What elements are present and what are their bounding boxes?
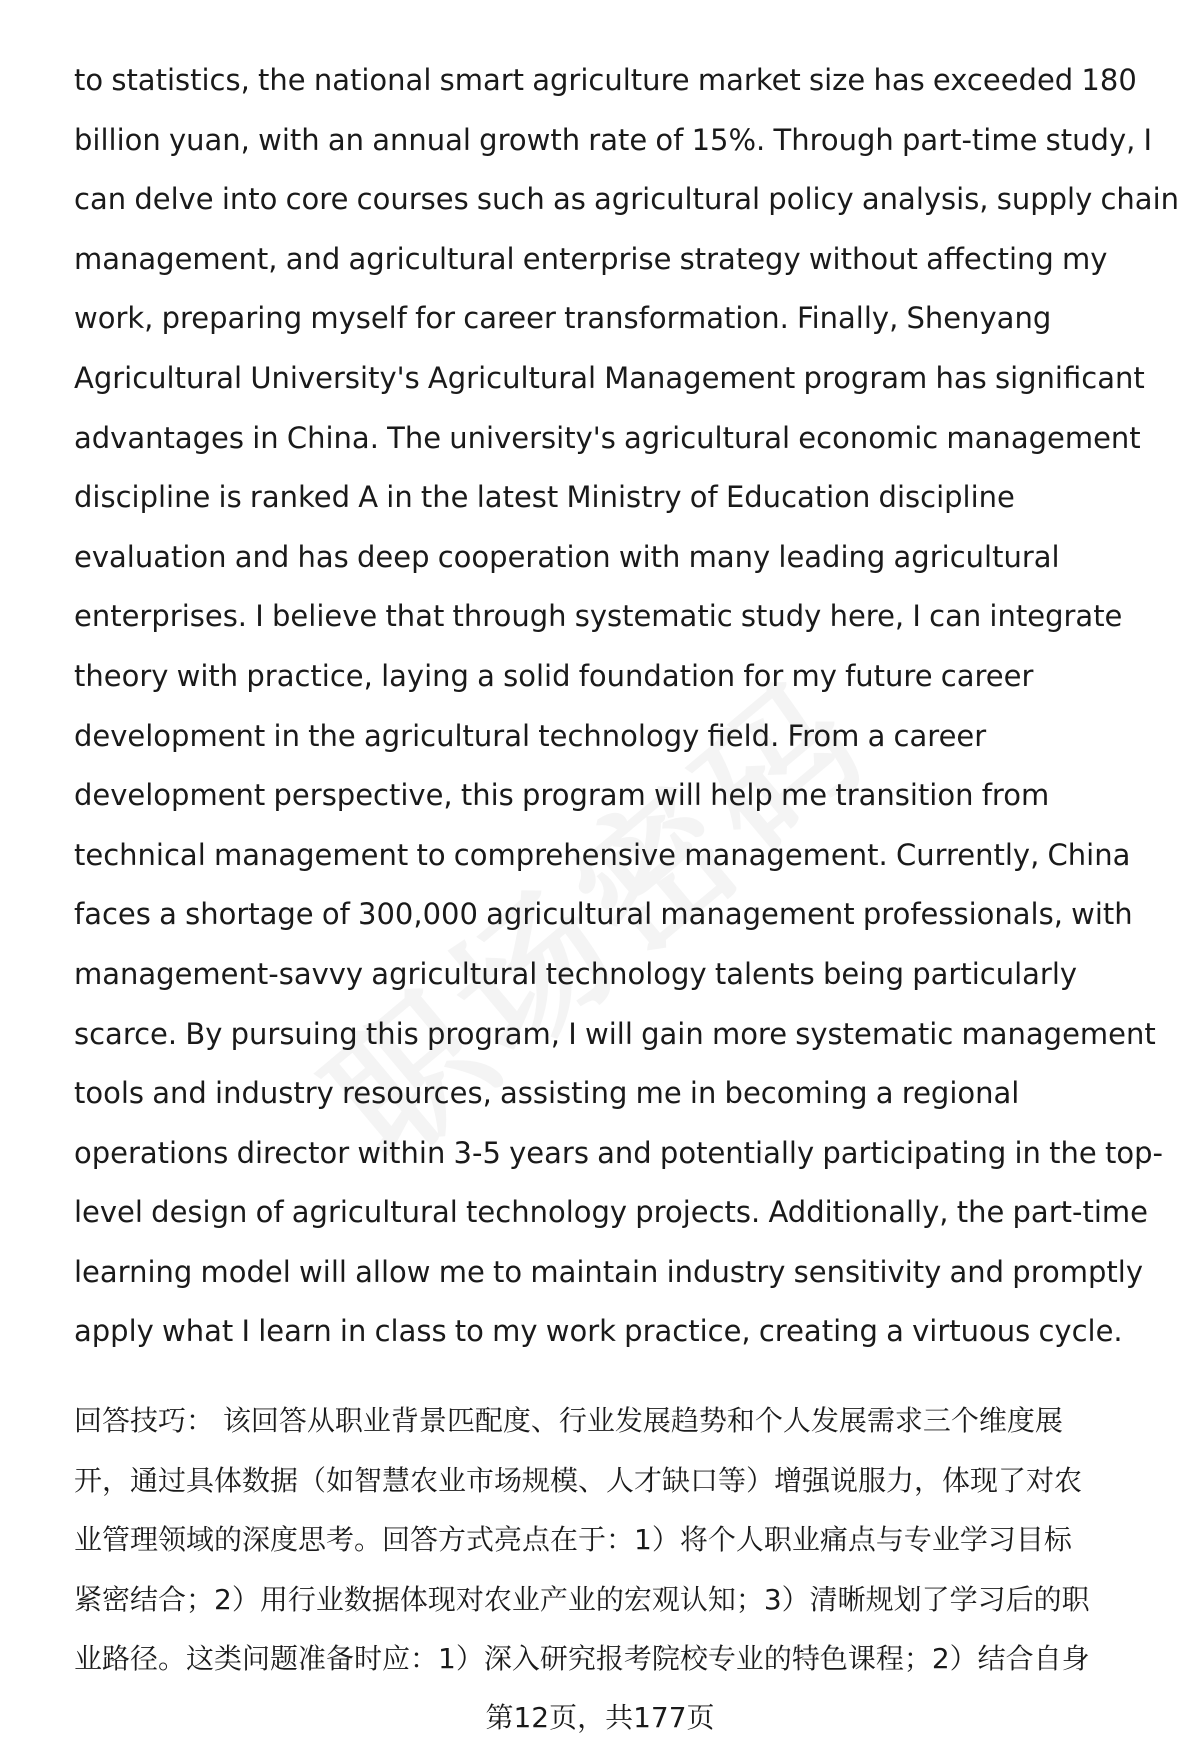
text-line: level design of agricultural technology projects. Additionally, the part-time xyxy=(74,1195,1148,1230)
text-line: development in the agricultural technology field. From a career xyxy=(74,718,987,753)
text-line: to statistics, the national smart agriculture market size has exceeded 180 xyxy=(74,63,1137,97)
tips-line: 业路径。这类问题准备时应：1）深入研究报考院校专业的特色课程；2）结合自身 xyxy=(74,1642,1090,1676)
text-line: apply what I learn in class to my work practice, creating a virtuous cycle. xyxy=(74,1314,1123,1349)
text-line: work, preparing myself for career transformation. Finally, Shenyang xyxy=(74,301,1052,336)
text-line: evaluation and has deep cooperation with many leading agricultural xyxy=(74,539,1060,574)
text-line: can delve into core courses such as agricultural policy analysis, supply chain xyxy=(74,182,1180,217)
text-line: faces a shortage of 300,000 agricultural management professionals, with xyxy=(74,897,1133,932)
text-line: management-savvy agricultural technology talents being particularly xyxy=(74,956,1078,991)
text-line: learning model will allow me to maintain industry sensitivity and promptly xyxy=(74,1254,1143,1289)
text-line: management, and agricultural enterprise strategy without affecting my xyxy=(74,241,1108,276)
tips-line: 紧密结合；2）用行业数据体现对农业产业的宏观认知；3）清晰规划了学习后的职 xyxy=(74,1582,1090,1616)
answer-tips-paragraph xyxy=(74,1391,1164,1689)
text-line: enterprises. I believe that through systematic study here, I can integrate xyxy=(74,599,1123,634)
text-line: advantages in China. The university's agricultural economic management xyxy=(74,420,1141,455)
tips-line: 开，通过具体数据（如智慧农业市场规模、人才缺口等）增强说服力，体现了对农 xyxy=(74,1463,1083,1497)
text-line: billion yuan, with an annual growth rate of 15%. Through part-time study, I xyxy=(74,122,1153,157)
tips-line: 业管理领域的深度思考。回答方式亮点在于：1）将个人职业痛点与专业学习目标 xyxy=(74,1523,1072,1557)
text-line: Agricultural University's Agricultural Management program has significant xyxy=(74,360,1145,395)
text-line: theory with practice, laying a solid foundation for my future career xyxy=(74,658,1034,693)
text-line: development perspective, this program will help me transition from xyxy=(74,778,1050,813)
text-line: operations director within 3-5 years and potentially participating in the top- xyxy=(74,1135,1163,1170)
tips-line: 回答技巧： 该回答从职业背景匹配度、行业发展趋势和个人发展需求三个维度展 xyxy=(74,1404,1063,1437)
text-line: discipline is ranked A in the latest Ministry of Education discipline xyxy=(74,480,1015,515)
text-line: tools and industry resources, assisting me in becoming a regional xyxy=(74,1076,1020,1111)
answer-paragraph xyxy=(74,51,1180,1362)
page-number-footer: 第12页，共177页 xyxy=(485,1701,715,1734)
text-line: scarce. By pursuing this program, I will gain more systematic management xyxy=(74,1016,1156,1051)
text-line: technical management to comprehensive management. Currently, China xyxy=(74,837,1131,872)
